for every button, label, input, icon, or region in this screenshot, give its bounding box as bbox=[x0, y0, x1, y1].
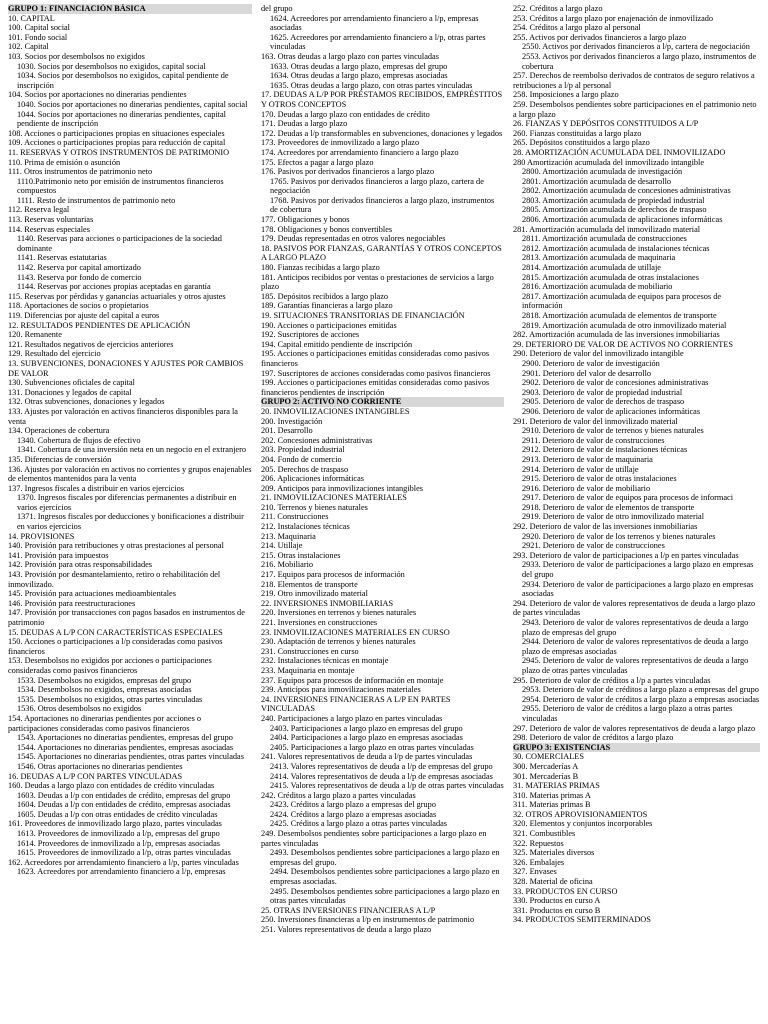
account-entry: 111. Otros instrumentos de patrimonio neto bbox=[8, 167, 153, 177]
account-entry: 32. OTROS APROVISIONAMIENTOS bbox=[513, 809, 648, 819]
account-entry: 282. Amortización acumulada de las inversiones inmobiliarias bbox=[513, 330, 720, 340]
group-heading: GRUPO 3: EXISTENCIAS bbox=[513, 743, 760, 753]
sub-account-entry: 1040. Socios por aportaciones no dinerarias pendientes, capital social bbox=[17, 99, 248, 109]
sub-account-entry: 2811. Amortización acumulada de construcciones bbox=[522, 234, 687, 244]
account-entry: 174. Acreedores por arrendamiento financiero a largo plazo bbox=[261, 147, 459, 157]
account-entry: 217. Equipos para procesos de información bbox=[261, 570, 405, 580]
account-entry: 104. Socios por aportaciones no dinerarias pendientes bbox=[8, 90, 187, 100]
sub-account-entry: 2934. Deterioro de valor de participaciones a largo plazo en empresas asociadas bbox=[522, 579, 754, 599]
account-entry: 294. Deterioro de valor de valores representativos de deuda a largo plazo de partes vinculadas bbox=[513, 598, 756, 618]
account-entry: 12. RESULTADOS PENDIENTES DE APLICACIÓN bbox=[8, 320, 191, 330]
account-entry: 239. Anticipos para inmovilizaciones materiales bbox=[261, 685, 421, 695]
account-entry: 199. Acciones o participaciones emitidas consideradas como pasivos financieros pendientes de inscripción bbox=[261, 378, 490, 397]
sub-account-entry: 2920. Deterioro de valor de los terrenos y bienes naturales bbox=[522, 531, 716, 541]
account-entry: 162. Acreedores por arrendamiento financiero a l/p, partes vinculadas bbox=[8, 857, 239, 867]
sub-account-entry: 2414. Valores representativos de deuda a l/p de empresas asociadas bbox=[270, 771, 493, 781]
account-entry: 213. Maquinaria bbox=[261, 531, 316, 541]
account-entry: 291. Deterioro de valor del inmovilizado material bbox=[513, 416, 678, 426]
account-entry: 251. Valores representativos de deuda a largo plazo bbox=[261, 925, 432, 934]
account-entry: 142. Provisión para otras responsabilidades bbox=[8, 560, 153, 570]
account-entry: 330. Productos en curso A bbox=[513, 896, 601, 906]
account-entry: 110. Prima de emisión o asunción bbox=[8, 157, 121, 167]
account-entry: 33. PRODUCTOS EN CURSO bbox=[513, 886, 618, 896]
account-entry: 310. Materias primas A bbox=[513, 790, 591, 800]
sub-account-entry: 2413. Valores representativos de deuda a l/p de empresas del grupo bbox=[270, 761, 493, 771]
account-entry: 115. Reservas por pérdidas y ganancias actuariales y otros ajustes bbox=[8, 291, 226, 301]
account-entry: 113. Reservas voluntarias bbox=[8, 215, 94, 225]
account-entry: 112. Reserva legal bbox=[8, 205, 70, 215]
sub-account-entry: 1370. Ingresos fiscales por diferencias permanentes a distribuir en varios ejercicios bbox=[17, 493, 237, 512]
sub-account-entry: 1545. Aportaciones no dinerarias pendientes, otras partes vinculadas bbox=[17, 752, 244, 762]
account-entry: 293. Deterioro de valor de participaciones a l/p en partes vinculadas bbox=[513, 550, 739, 560]
sub-account-entry: 2493. Desembolsos pendientes sobre participaciones a largo plazo en empresas del grupo. bbox=[270, 848, 500, 867]
sub-account-entry: 1544. Aportaciones no dinerarias pendientes, empresas asociadas bbox=[17, 742, 234, 752]
sub-account-entry: 2553. Activos por derivados financieros a largo plazo, instrumentos de cobertura bbox=[522, 51, 757, 71]
sub-account-entry: 1634. Otras deudas a largo plazo, empresas asociadas bbox=[270, 71, 448, 81]
account-entry: 180. Fianzas recibidas a largo plazo bbox=[261, 263, 380, 273]
account-entry: 212. Instalaciones técnicas bbox=[261, 522, 350, 532]
account-entry: 29. DETERIORO DE VALOR DE ACTIVOS NO CORRIENTES bbox=[513, 339, 734, 349]
account-entry: 24. INVERSIONES FINANCIERAS A L/P EN PARTES VINCULADAS bbox=[261, 694, 451, 714]
sub-account-entry: 2944. Deterioro de valor de valores representativos de deuda a largo plazo de empresas asociadas bbox=[522, 637, 749, 656]
account-entry: 161. Proveedores de inmovilizado largo plazo, partes vinculadas bbox=[8, 819, 222, 829]
account-entry: 252. Créditos a largo plazo bbox=[513, 4, 603, 13]
sub-account-entry: 1371. Ingresos fiscales por deducciones y bonificaciones a distribuir en varios ejercicios bbox=[17, 512, 244, 532]
account-entry: 216. Mobiliario bbox=[261, 560, 314, 570]
sub-account-entry: 2919. Deterioro de valor de otro inmovilizado material bbox=[522, 512, 705, 522]
group-heading: GRUPO 1: FINANCIACIÓN BÁSICA bbox=[8, 4, 252, 14]
account-entry: 18. PASIVOS POR FIANZAS, GARANTÍAS Y OTROS CONCEPTOS A LARGO PLAZO bbox=[261, 243, 502, 263]
sub-account-entry: 2916. Deterioro de valor de mobiliario bbox=[522, 483, 651, 493]
account-entry: 292. Deterioro de valor de las inversiones inmobiliarias bbox=[513, 522, 698, 532]
account-entry: 322. Repuestos bbox=[513, 838, 564, 848]
sub-account-entry: 2915. Deterioro de valor de otras instalaciones bbox=[522, 474, 677, 484]
account-entry: 242. Créditos a largo plazo a partes vinculadas bbox=[261, 790, 416, 800]
account-entry: 146. Provisión para reestructuraciones bbox=[8, 598, 136, 608]
account-entry: 181. Anticipos recibidos por ventas o prestaciones de servicios a largo plazo bbox=[261, 272, 494, 292]
sub-account-entry: 2812. Amortización acumulada de instalaciones técnicas bbox=[522, 243, 710, 253]
account-entry: 136. Ajustes por valoración en activos no corrientes y grupos enajenables de elementos mantenidos para la venta bbox=[8, 464, 252, 484]
account-entry: 23. INMOVILIZACIONES MATERIALES EN CURSO bbox=[261, 627, 450, 637]
account-entry: 134. Operaciones de cobertura bbox=[8, 426, 110, 436]
account-entry: 281. Amortización acumulada del inmovilizado material bbox=[513, 224, 701, 234]
sub-account-entry: 1110.Patrimonio neto por emisión de instrumentos financieros compuestos bbox=[17, 176, 224, 196]
account-entry: 131. Donaciones y legados de capital bbox=[8, 387, 132, 397]
account-entry: 120. Remanente bbox=[8, 330, 62, 340]
sub-account-entry: 2955. Deterioro de valor de créditos a largo plazo a otras partes vinculadas bbox=[522, 704, 733, 723]
account-entry: 10. CAPITAL bbox=[8, 13, 55, 23]
account-entry: 200. Investigación bbox=[261, 416, 323, 426]
account-entry: 160. Deudas a largo plazo con entidades de crédito vinculadas bbox=[8, 781, 215, 791]
account-entry: 109. Acciones o participaciones propias para reducción de capital bbox=[8, 138, 226, 148]
sub-account-entry: 1635. Otras deudas a largo plazo, con otras partes vinculadas bbox=[270, 80, 473, 90]
sub-account-entry: 2818. Amortización acumulada de elementos de transporte bbox=[522, 311, 717, 320]
account-entry: 300. Mercaderías A bbox=[513, 761, 579, 771]
account-entry: 177. Obligaciones y bonos bbox=[261, 215, 350, 225]
account-entry: 171. Deudas a largo plazo bbox=[261, 119, 348, 129]
account-entry: 221. Inversiones en construcciones bbox=[261, 618, 378, 627]
account-entry: 233. Maquinaria en montaje bbox=[261, 665, 355, 675]
sub-account-entry: 2933. Deterioro de valor de participaciones a largo plazo en empresas del grupo bbox=[522, 560, 754, 580]
account-entry: 194. Capital emitido pendiente de inscripción bbox=[261, 339, 413, 349]
account-entry: 114. Reservas especiales bbox=[8, 224, 90, 234]
account-entry: 195. Acciones o participaciones emitidas consideradas como pasivos financieros bbox=[261, 349, 490, 368]
sub-account-entry: 1614. Proveedores de inmovilizado a l/p, empresas asociadas bbox=[17, 838, 220, 848]
account-entry: 22. INVERSIONES INMOBILIARIAS bbox=[261, 598, 394, 608]
account-entry: 197. Suscriptores de acciones consideradas como pasivos financieros bbox=[261, 368, 491, 378]
sub-account-entry: 2494. Desembolsos pendientes sobre participaciones a largo plazo en empresas asociadas. bbox=[270, 867, 500, 887]
account-entry: 290. Deterioro de valor del inmovilizado intangible bbox=[513, 349, 684, 359]
account-entry: 203. Propiedad industrial bbox=[261, 445, 345, 455]
account-entry: 145. Provisión para actuaciones medioambientales bbox=[8, 589, 176, 599]
sub-account-entry: 1140. Reservas para acciones o participaciones de la sociedad dominante bbox=[17, 234, 222, 253]
account-entry: 185. Depósitos recibidos a largo plazo bbox=[261, 291, 389, 301]
account-entry: 237. Equipos para procesos de información en montaje bbox=[261, 675, 444, 685]
account-entry: 101. Fondo social bbox=[8, 32, 68, 42]
sub-account-entry: 2906. Deterioro de valor de aplicaciones informáticas bbox=[522, 406, 701, 416]
sub-account-entry: 2900. Deterioro de valor de investigación bbox=[522, 358, 660, 368]
account-entry: 100. Capital social bbox=[8, 23, 70, 33]
account-entry: 215. Otras instalaciones bbox=[261, 550, 341, 560]
sub-account-entry: 2954. Deterioro de valor de créditos a largo plazo a empresas asociadas bbox=[522, 694, 760, 704]
sub-account-entry: 2816. Amortización acumulada de mobiliario bbox=[522, 282, 673, 292]
sub-account-entry: 1625. Acreedores por arrendamiento financiero a l/p, otras partes vinculadas bbox=[270, 32, 486, 52]
account-entry: 20. INMOVILIZACIONES INTANGIBLES bbox=[261, 406, 410, 416]
account-entry: 172. Deudas a l/p transformables en subvenciones, donaciones y legados bbox=[261, 128, 503, 138]
account-entry: 154. Aportaciones no dinerarias pendientes por acciones o participaciones consideradas como pasivos financieros bbox=[8, 713, 202, 733]
account-entry: 25. OTRAS INVERSIONES FINANCIERAS A L/P bbox=[261, 905, 436, 915]
account-entry: 137. Ingresos fiscales a distribuir en varios ejercicios bbox=[8, 483, 185, 493]
sub-account-entry: 2405. Participaciones a largo plazo en otras partes vinculadas bbox=[270, 742, 474, 752]
account-entry: 297. Deterioro de valor de valores representativos de deuda a largo plazo bbox=[513, 723, 756, 733]
sub-account-entry: 1633. Otras deudas a largo plazo, empresas del grupo bbox=[270, 61, 448, 71]
sub-account-entry: 2803. Amortización acumulada de propiedad industrial bbox=[522, 195, 705, 205]
sub-account-entry: 2817. Amortización acumulada de equipos para procesos de información bbox=[522, 291, 722, 311]
sub-account-entry: 1144. Reservas por acciones propias aceptadas en garantía bbox=[17, 282, 211, 292]
sub-account-entry: 2550. Activos por derivados financieros a l/p, cartera de negociación bbox=[522, 42, 750, 52]
sub-account-entry: 1141. Reservas estatutarias bbox=[17, 253, 107, 263]
account-entry: 11. RESERVAS Y OTROS INSTRUMENTOS DE PATRIMONIO bbox=[8, 147, 230, 157]
account-entry: 265. Depósitos constituidos a largo plazo bbox=[513, 138, 650, 148]
sub-account-entry: 2424. Créditos a largo plazo a empresas asociadas bbox=[270, 809, 437, 819]
sub-account-entry: 2945. Deterioro de valor de valores representativos de deuda a largo plazo de otras partes vinculadas bbox=[522, 656, 749, 675]
sub-account-entry: 2912. Deterioro de valor de instalaciones técnicas bbox=[522, 445, 688, 455]
account-entry: 241. Valores representativos de deuda a l/p de partes vinculadas bbox=[261, 752, 473, 762]
account-entry: 103. Socios por desembolsos no exigidos bbox=[8, 51, 145, 61]
account-entry: 170. Deudas a largo plazo con entidades de crédito bbox=[261, 109, 430, 119]
account-entry: 298. Deterioro de valor de créditos a largo plazo bbox=[513, 733, 674, 743]
account-entry: 210. Terrenos y bienes naturales bbox=[261, 502, 368, 512]
sub-account-entry: 2910. Deterioro de valor de terrenos y bienes naturales bbox=[522, 426, 704, 436]
sub-account-entry: 2802. Amortización acumulada de concesiones administrativas bbox=[522, 186, 731, 196]
sub-account-entry: 2404. Participaciones a largo plazo en empresas asociadas bbox=[270, 733, 463, 743]
sub-account-entry: 1604. Deudas a l/p con entidades de crédito, empresas asociadas bbox=[17, 800, 231, 810]
account-entry: 230. Adaptación de terrenos y bienes naturales bbox=[261, 637, 416, 647]
account-entry: 280 Amortización acumulada del inmovilizado intangible bbox=[513, 157, 705, 167]
account-entry: 176. Pasivos por derivados financieros a largo plazo bbox=[261, 167, 435, 177]
sub-account-entry: 2801. Amortización acumulada de desarrollo bbox=[522, 176, 672, 186]
account-entry: 205. Derechos de traspaso bbox=[261, 464, 349, 474]
account-entry: 16. DEUDAS A L/P CON PARTES VINCULADAS bbox=[8, 771, 183, 781]
account-entry: 179. Deudas representadas en otros valores negociables bbox=[261, 234, 446, 244]
account-entry: 204. Fondo de comercio bbox=[261, 454, 342, 464]
account-entry: 326. Embalajes bbox=[513, 857, 565, 867]
sub-account-entry: 2415. Valores representativos de deuda a l/p de otras partes vinculadas bbox=[270, 781, 504, 791]
sub-account-entry: 1603. Deudas a l/p con entidades de crédito, empresas del grupo bbox=[17, 790, 231, 800]
sub-account-entry: 2800. Amortización acumulada de investigación bbox=[522, 167, 683, 177]
sub-account-entry: 2806. Amortización acumulada de aplicaciones informáticas bbox=[522, 215, 723, 225]
sub-account-entry: 2914. Deterioro de valor de utillaje bbox=[522, 464, 639, 474]
sub-account-entry: 2913. Deterioro de valor de maquinaria bbox=[522, 454, 653, 464]
sub-account-entry: 1536. Otros desembolsos no exigidos bbox=[17, 704, 142, 714]
account-entry: 232. Instalaciones técnicas en montaje bbox=[261, 656, 389, 666]
sub-account-entry: 1546. Otras aportaciones no dinerarias pendientes bbox=[17, 761, 183, 771]
sub-account-entry: 1111. Resto de instrumentos de patrimonio neto bbox=[17, 195, 176, 205]
account-entry: 150. Acciones o participaciones a l/p consideradas como pasivos financieros bbox=[8, 637, 223, 656]
sub-account-entry: 1613. Proveedores de inmovilizado a l/p, empresas del grupo bbox=[17, 829, 220, 839]
account-entry: 231. Construcciones en curso bbox=[261, 646, 359, 656]
account-entry: 19. SITUACIONES TRANSITORIAS DE FINANCIACIÓN bbox=[261, 311, 465, 320]
column-1 bbox=[8, 4, 252, 1020]
account-entry: 13. SUBVENCIONES, DONACIONES Y AJUSTES POR CAMBIOS DE VALOR bbox=[8, 358, 244, 378]
account-entry: 135. Diferencias de conversión bbox=[8, 454, 112, 464]
sub-account-entry: 2819. Amortización acumulada de otro inmovilizado material bbox=[522, 320, 727, 330]
account-entry: 28. AMORTIZACIÓN ACUMULADA DEL INMOVILIZADO bbox=[513, 147, 726, 157]
account-entry: 15. DEUDAS A L/P CON CARACTERÍSTICAS ESPECIALES bbox=[8, 627, 223, 637]
sub-account-entry: 1765. Pasivos por derivados financieros a largo plazo, cartera de negociación bbox=[270, 176, 484, 196]
account-entry: 258. Imposiciones a largo plazo bbox=[513, 90, 619, 100]
sub-account-entry: 1533. Desembolsos no exigidos, empresas del grupo bbox=[17, 675, 192, 685]
account-entry: 320. Elementos y conjuntos incorporables bbox=[513, 819, 653, 829]
sub-account-entry: 1142. Reserva por capital amortizado bbox=[17, 263, 141, 273]
sub-account-entry: 2917. Deterioro de valor de equipos para procesos de informaci bbox=[522, 493, 734, 503]
account-entry: 31. MATERIAS PRIMAS bbox=[513, 781, 600, 791]
account-entry: 218. Elementos de transporte bbox=[261, 579, 358, 589]
account-entry: 190. Acciones o participaciones emitidas bbox=[261, 320, 397, 330]
sub-account-entry: 1615. Proveedores de inmovilizado a l/p, otras partes vinculadas bbox=[17, 848, 231, 858]
group-heading: GRUPO 2: ACTIVO NO CORRIENTE bbox=[261, 397, 504, 407]
account-entry: 260. Fianzas constituidas a largo plazo bbox=[513, 128, 642, 138]
sub-account-entry: 1543. Aportaciones no dinerarias pendientes, empresas del grupo bbox=[17, 733, 233, 743]
sub-account-entry: 1534. Desembolsos no exigidos, empresas asociadas bbox=[17, 685, 192, 695]
sub-account-entry: 1535. Desembolsos no exigidos, otras partes vinculadas bbox=[17, 694, 203, 704]
sub-account-entry: 1030. Socios por desembolsos no exigidos, capital social bbox=[17, 61, 206, 71]
account-entry: 311. Materias primas B bbox=[513, 800, 591, 810]
account-entry: 178. Obligaciones y bonos convertibles bbox=[261, 224, 393, 234]
sub-account-entry: 2901. Deterioro del valor de desarrollo bbox=[522, 368, 652, 378]
sub-account-entry: 1624. Acreedores por arrendamiento financiero a l/p, empresas asociadas bbox=[270, 13, 479, 33]
account-entry: 163. Otras deudas a largo plazo con partes vinculadas bbox=[261, 51, 439, 61]
account-entry: 26. FIANZAS Y DEPÓSITOS CONSTITUIDOS A L/P bbox=[513, 119, 699, 129]
sub-account-entry: 1044. Socios por aportaciones no dinerarias pendientes, capital pendiente de inscripción bbox=[17, 109, 226, 129]
sub-account-entry: 2813. Amortización acumulada de maquinaria bbox=[522, 253, 676, 263]
account-entry: 219. Otro inmovilizado material bbox=[261, 589, 368, 599]
account-entry: 249. Desembolsos pendientes sobre participaciones a largo plazo en partes vinculadas bbox=[261, 829, 487, 848]
account-entry: 220. Inversiones en terrenos y bienes naturales bbox=[261, 608, 417, 618]
sub-account-entry: 2911. Deterioro de valor de construcciones bbox=[522, 435, 665, 445]
document-page bbox=[8, 4, 760, 1020]
account-entry: 301. Mercaderías B bbox=[513, 771, 579, 781]
account-entry: 192. Suscriptores de acciones bbox=[261, 330, 360, 340]
sub-account-entry: 2814. Amortización acumulada de utillaje bbox=[522, 263, 661, 273]
account-entry: 331. Productos en curso B bbox=[513, 905, 601, 915]
account-entry: 173. Proveedores de inmovilizado a largo plazo bbox=[261, 138, 420, 148]
sub-account-entry: 1143. Reserva por fondo de comercio bbox=[17, 272, 142, 282]
account-entry: 133. Ajustes por valoración en activos financieros disponibles para la venta bbox=[8, 406, 238, 426]
sub-account-entry: 1623. Acreedores por arrendamiento financiero a l/p, empresas bbox=[17, 867, 226, 877]
account-entry: 328. Material de oficina bbox=[513, 877, 593, 887]
account-entry: 141. Provisión para impuestos bbox=[8, 550, 109, 560]
sub-account-entry: 2905. Deterioro de valor de derechos de traspaso bbox=[522, 397, 685, 407]
account-entry: 321. Combustibles bbox=[513, 829, 576, 839]
account-entry: 153. Desembolsos no exigidos por acciones o participaciones consideradas como pasivos financieros bbox=[8, 656, 212, 675]
account-entry: 202. Concesiones administrativas bbox=[261, 435, 373, 445]
sub-account-entry: 2943. Deterioro de valor de valores representativos de deuda a largo plazo de empresas del grupo bbox=[522, 618, 749, 637]
account-entry: 254. Créditos a largo plazo al personal bbox=[513, 23, 641, 33]
sub-account-entry: 2953. Deterioro de valor de créditos a largo plazo a empresas del grupo bbox=[522, 685, 759, 695]
account-entry: 119. Diferencias por ajuste del capital a euros bbox=[8, 311, 160, 320]
sub-account-entry: 2815. Amortización acumulada de otras instalaciones bbox=[522, 272, 699, 282]
account-entry: 14. PROVISIONES bbox=[8, 531, 75, 541]
account-entry: del grupo bbox=[261, 4, 293, 13]
account-entry: 102. Capital bbox=[8, 42, 49, 52]
account-entry: 175. Efectos a pagar a largo plazo bbox=[261, 157, 374, 167]
account-entry: 132. Otras subvenciones, donaciones y legados bbox=[8, 397, 165, 407]
sub-account-entry: 2903. Deterioro de valor de propiedad industrial bbox=[522, 387, 683, 397]
account-entry: 250. Inversiones financieras a l/p en instrumentos de patrimonio bbox=[261, 915, 475, 925]
account-entry: 214. Utillaje bbox=[261, 541, 303, 551]
account-entry: 129. Resultado del ejercicio bbox=[8, 349, 101, 359]
account-entry: 327. Envases bbox=[513, 867, 557, 877]
column-3 bbox=[513, 4, 760, 1020]
account-entry: 295. Deterioro de valor de créditos a l/p a partes vinculadas bbox=[513, 675, 711, 685]
sub-account-entry: 2902. Deterioro de valor de concesiones administrativas bbox=[522, 378, 709, 388]
sub-account-entry: 1341. Cobertura de una inversión neta en un negocio en el extranjero bbox=[17, 445, 247, 455]
account-entry: 259. Desembolsos pendientes sobre participaciones en el patrimonio neto a largo plazo bbox=[513, 99, 757, 119]
account-entry: 130. Subvenciones oficiales de capital bbox=[8, 378, 135, 388]
sub-account-entry: 1605. Deudas a l/p con otras entidades de crédito vinculadas bbox=[17, 809, 218, 819]
account-entry: 253. Créditos a largo plazo por enajenación de inmovilizado bbox=[513, 13, 714, 23]
account-entry: 201. Desarrollo bbox=[261, 426, 313, 436]
account-entry: 118. Aportaciones de socios o propietarios bbox=[8, 301, 149, 311]
account-entry: 140. Provisión para retribuciones y otras prestaciones al personal bbox=[8, 541, 224, 551]
sub-account-entry: 2918. Deterioro de valor de elementos de transporte bbox=[522, 502, 695, 512]
sub-account-entry: 2403. Participaciones a largo plazo en empresas del grupo bbox=[270, 723, 463, 733]
account-entry: 325. Materiales diversos bbox=[513, 848, 595, 858]
sub-account-entry: 2805. Amortización acumulada de derechos de traspaso bbox=[522, 205, 707, 215]
sub-account-entry: 2921. Deterioro de valor de construcciones bbox=[522, 541, 665, 551]
account-entry: 211. Construcciones bbox=[261, 512, 329, 522]
account-entry: 143. Provisión por desmantelamiento, retiro o rehabilitación del inmovilizado. bbox=[8, 570, 221, 589]
account-entry: 206. Aplicaciones informáticas bbox=[261, 474, 364, 484]
sub-account-entry: 2495. Desembolsos pendientes sobre participaciones a largo plazo en otras partes vinculadas bbox=[270, 886, 500, 906]
account-entry: 30. COMERCIALES bbox=[513, 752, 584, 762]
sub-account-entry: 1034. Socios por desembolsos no exigidos, capital pendiente de inscripción bbox=[17, 71, 229, 90]
account-entry: 17. DEUDAS A L/P POR PRÉSTAMOS RECIBIDOS, EMPRÉSTITOS Y OTROS CONCEPTOS bbox=[261, 90, 503, 109]
sub-account-entry: 2425. Créditos a largo plazo a otras partes vinculadas bbox=[270, 819, 448, 829]
account-entry: 257. Derechos de reembolso derivados de contratos de seguro relativos a retribuciones a l/p al personal bbox=[513, 71, 755, 90]
sub-account-entry: 2423. Créditos a largo plazo a empresas del grupo bbox=[270, 800, 436, 810]
account-entry: 21. INMOVILIZACIONES MATERIALES bbox=[261, 493, 407, 503]
account-entry: 108. Acciones o participaciones propias en situaciones especiales bbox=[8, 128, 225, 138]
account-entry: 255. Activos por derivados financieros a largo plazo bbox=[513, 32, 687, 42]
account-entry: 209. Anticipos para inmovilizaciones intangibles bbox=[261, 483, 423, 493]
account-entry: 34. PRODUCTOS SEMITERMINADOS bbox=[513, 915, 651, 925]
column-2 bbox=[261, 4, 504, 1020]
account-entry: 240. Participaciones a largo plazo en partes vinculadas bbox=[261, 713, 443, 723]
sub-account-entry: 1340. Cobertura de flujos de efectivo bbox=[17, 435, 141, 445]
sub-account-entry: 1768. Pasivos por derivados financieros a largo plazo, instrumentos de cobertura bbox=[270, 195, 495, 215]
account-entry: 121. Resultados negativos de ejercicios anteriores bbox=[8, 339, 174, 349]
account-entry: 189. Garantías financieras a largo plazo bbox=[261, 301, 393, 311]
account-entry: 147. Provisión por transacciones con pagos basados en instrumentos de patrimonio bbox=[8, 608, 245, 627]
